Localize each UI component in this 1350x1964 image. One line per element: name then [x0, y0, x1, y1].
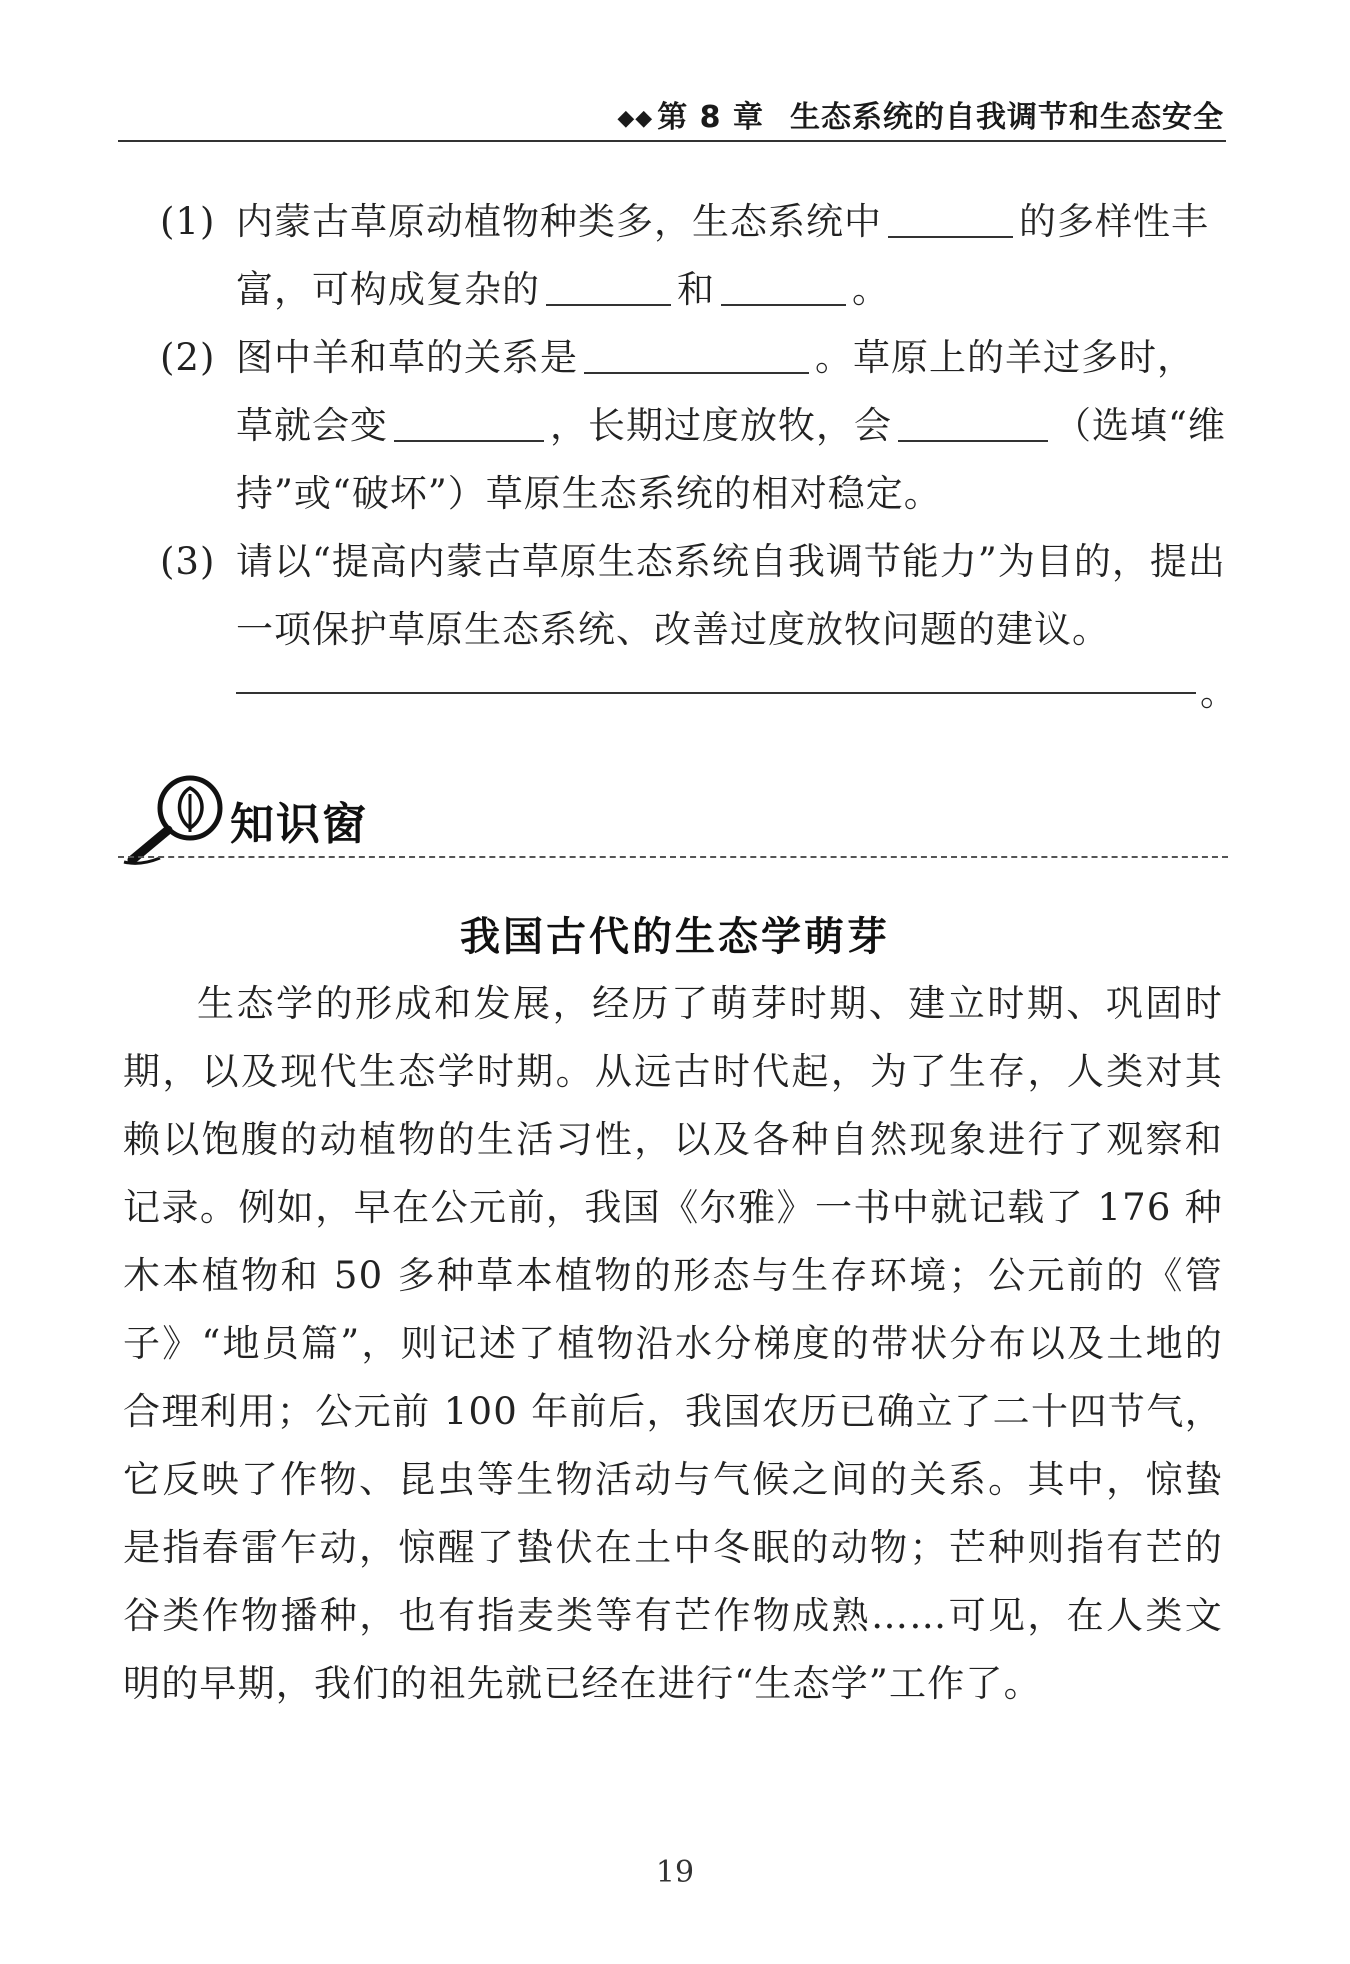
article-body: 生态学的形成和发展，经历了萌芽时期、建立时期、巩固时期，以及现代生态学时期。从远古时代起，为了生存，人类对其赖以饱腹的动植物的生活习性，以及各种自然现象进行了观察和记录。例如，早在公元前，我国《尔雅》一书中就记载了 176 种木本植物和 50 多种草本植物的形态与生存环境；公元前的《管子》“地员篇”，则记述了植物沿水分梯度的带状分布以及土地的合理利用；公元前 100 年前后，我国农历已确立了二十四节气，它反映了作物、昆虫等生物活动与气候之间的关系。其中，惊蛰是指春雷乍动，惊醒了蛰伏在土中冬眠的动物；芒种则指有芒的谷类作物播种，也有指麦类等有芒作物成熟……可见，在人类文明的早期，我们的祖先就已经在进行“生态学”工作了。 — [123, 982, 1223, 1705]
page-number: 19 — [655, 1855, 695, 1890]
question-2 — [160, 324, 1230, 528]
section-title: 知识窗 — [230, 799, 368, 850]
question-text: 请以“提高内蒙古草原生态系统自我调节能力”为目的，提出一项保护草原生态系统、改善过度放牧问题的建议。 — [236, 540, 1226, 651]
question-number: (3) — [160, 540, 216, 583]
answer-period: 。 — [1200, 671, 1237, 714]
question-text: 和 — [677, 268, 715, 311]
dashed-divider — [118, 856, 1228, 858]
header-divider — [118, 140, 1226, 142]
question-text: ，长期过度放牧，会 — [550, 404, 892, 447]
answer-blank[interactable] — [546, 264, 671, 306]
answer-blank[interactable] — [898, 400, 1048, 442]
question-text: 。草原上的羊过多时，草就会变 — [236, 336, 1195, 447]
question-text: 。 — [852, 268, 890, 311]
answer-blank[interactable] — [394, 400, 544, 442]
question-text: 图中羊和草的关系是 — [236, 336, 578, 379]
question-number: (1) — [160, 200, 216, 243]
answer-blank[interactable] — [888, 196, 1013, 238]
magnifier-leaf-icon — [120, 770, 230, 870]
question-number: (2) — [160, 336, 216, 379]
running-header — [0, 92, 1224, 136]
chapter-label: 第 8 章 — [657, 100, 764, 135]
knowledge-window-heading — [120, 770, 540, 870]
question-1 — [160, 188, 1230, 324]
answer-blank[interactable] — [721, 264, 846, 306]
answer-blank[interactable] — [584, 332, 809, 374]
question-3 — [160, 528, 1230, 664]
chapter-title: 生态系统的自我调节和生态安全 — [790, 100, 1224, 135]
question-text: 的多样性丰富，可构成复杂的 — [236, 200, 1209, 311]
question-text: 内蒙古草原动植物种类多，生态系统中 — [236, 200, 882, 243]
answer-line[interactable] — [236, 692, 1196, 694]
article-title: 我国古代的生态学萌芽 — [460, 914, 890, 960]
question-text: （选填“维持”或“破坏”）草原生态系统的相对稳定。 — [236, 404, 1226, 515]
diamond-bullet-icon: ◆◆ — [617, 106, 654, 131]
